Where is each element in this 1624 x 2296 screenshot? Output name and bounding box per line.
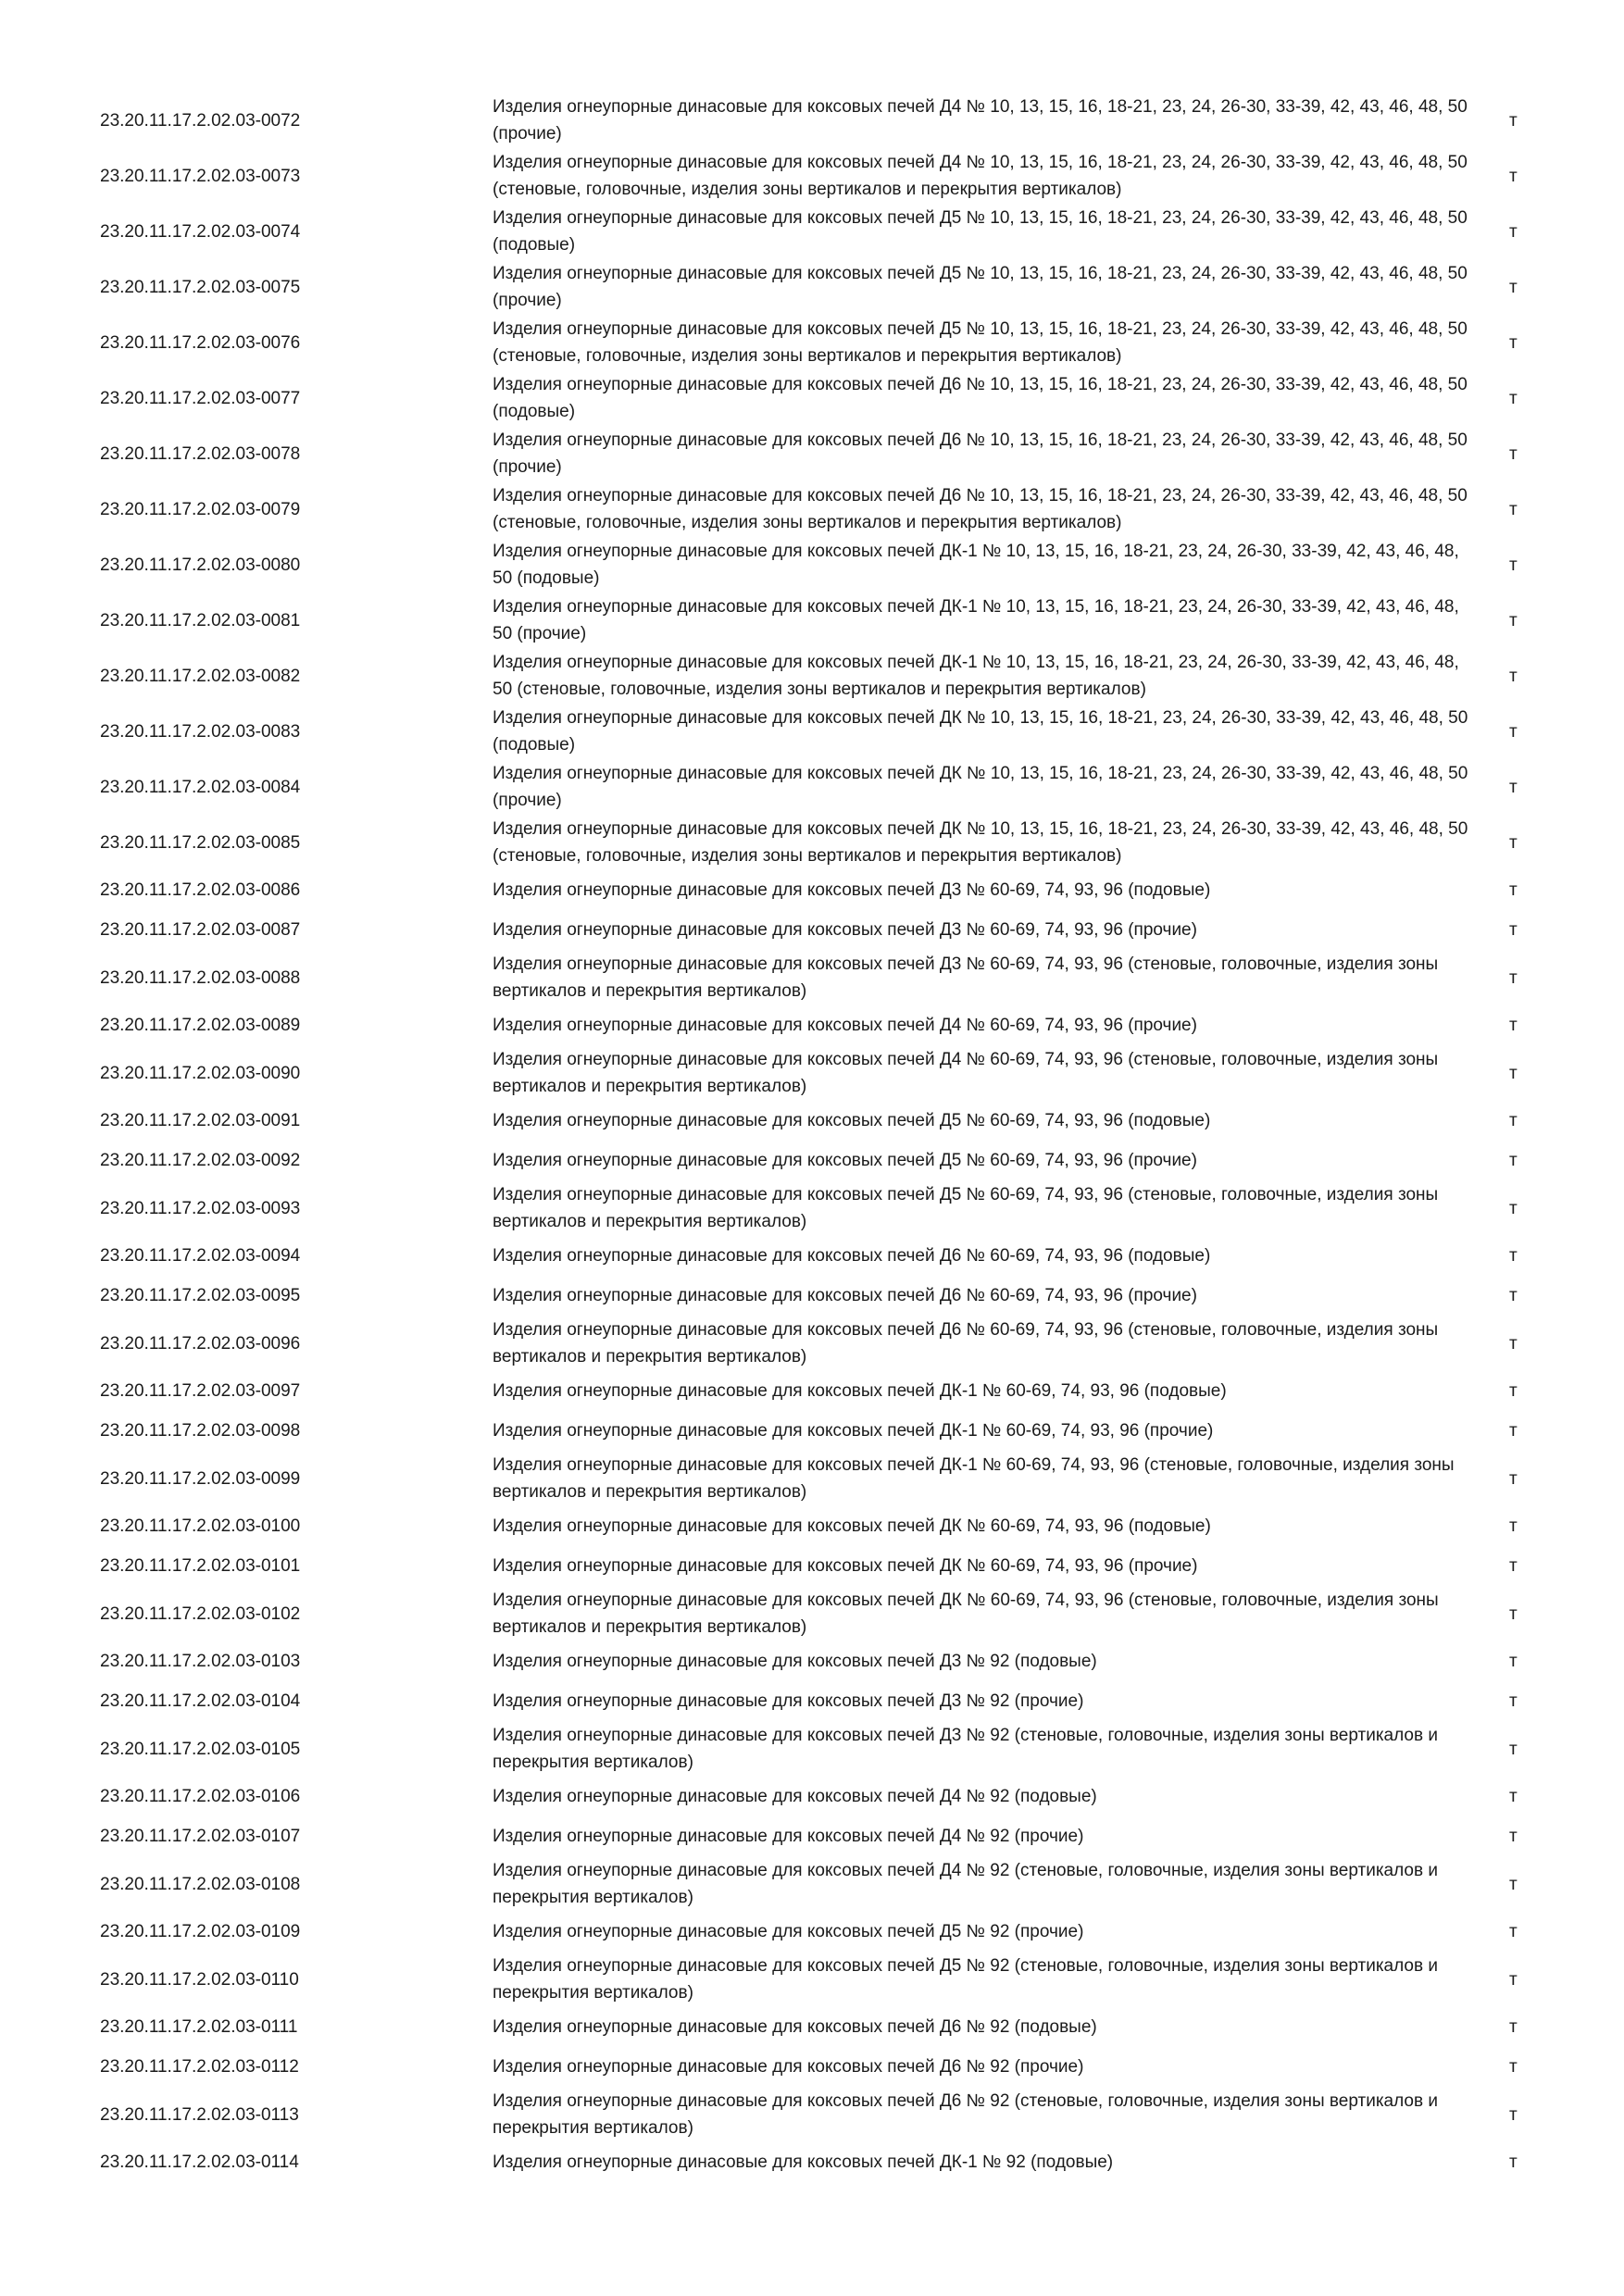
table-row [93,481,1574,537]
unit-of-measure: т [1509,166,1518,186]
unit-of-measure: т [1509,1827,1518,1846]
resource-name: Изделия огнеупорные динасовые для коксовых печей Д5 № 10, 13, 15, 16, 18-21, 23, 24, 26-30, 33-39, 42, 43, 46, 48, 50 (стеновые, головочные, изделия зоны вертикалов и перекрытия вертикалов) [493,319,1468,366]
resource-code: 23.20.11.17.2.02.03-0083 [100,721,301,742]
table-row [93,2087,1574,2142]
resource-name: Изделия огнеупорные динасовые для коксовых печей ДК-1 № 10, 13, 15, 16, 18-21, 23, 24, 26-30, 33-39, 42, 43, 46, 48, 50 (прочие) [493,597,1459,643]
table-row [93,1681,1574,1721]
unit-of-measure: т [1509,1111,1518,1130]
table-row [93,259,1574,315]
resource-name: Изделия огнеупорные динасовые для коксовых печей ДК-1 № 10, 13, 15, 16, 18-21, 23, 24, 26-30, 33-39, 42, 43, 46, 48, 50 (стеновые, головочные, изделия зоны вертикалов и перекрытия вертикалов) [493,653,1459,699]
resource-name: Изделия огнеупорные динасовые для коксовых печей Д6 № 92 (прочие) [493,2057,1084,2077]
table-row [93,1276,1574,1316]
resource-code: 23.20.11.17.2.02.03-0085 [100,832,301,853]
table-row [93,1816,1574,1856]
unit-of-measure: т [1509,1516,1518,1536]
unit-of-measure: т [1509,721,1518,742]
unit-of-measure: т [1509,1922,1518,1941]
resource-code: 23.20.11.17.2.02.03-0080 [100,555,301,575]
resource-name: Изделия огнеупорные динасовые для коксовых печей Д4 № 60-69, 74, 93, 96 (стеновые, головочные, изделия зоны вертикалов и перекрытия вертикалов) [493,1050,1439,1096]
resource-code: 23.20.11.17.2.02.03-0081 [100,610,301,630]
table-row [93,648,1574,704]
resource-code: 23.20.11.17.2.02.03-0087 [100,920,301,940]
unit-of-measure: т [1509,666,1518,686]
resource-name: Изделия огнеупорные динасовые для коксовых печей Д5 № 60-69, 74, 93, 96 (прочие) [493,1151,1197,1170]
resource-name: Изделия огнеупорные динасовые для коксовых печей Д6 № 60-69, 74, 93, 96 (прочие) [493,1286,1197,1305]
resource-name: Изделия огнеупорные динасовые для коксовых печей Д5 № 92 (прочие) [493,1922,1084,1941]
unit-of-measure: т [1509,920,1518,940]
resource-name: Изделия огнеупорные динасовые для коксовых печей Д5 № 60-69, 74, 93, 96 (стеновые, головочные, изделия зоны вертикалов и перекрытия вертикалов) [493,1185,1439,1231]
resource-name: Изделия огнеупорные динасовые для коксовых печей ДК-1 № 60-69, 74, 93, 96 (подовые) [493,1381,1227,1401]
resource-code: 23.20.11.17.2.02.03-0077 [100,388,301,408]
unit-of-measure: т [1509,967,1518,988]
resource-name: Изделия огнеупорные динасовые для коксовых печей ДК № 10, 13, 15, 16, 18-21, 23, 24, 26-30, 33-39, 42, 43, 46, 48, 50 (подовые) [493,708,1468,755]
resource-name: Изделия огнеупорные динасовые для коксовых печей Д3 № 60-69, 74, 93, 96 (подовые) [493,880,1211,900]
unit-of-measure: т [1509,221,1518,242]
unit-of-measure: т [1509,1468,1518,1489]
unit-of-measure: т [1509,443,1518,464]
resource-code: 23.20.11.17.2.02.03-0101 [100,1556,301,1576]
unit-of-measure: т [1509,832,1518,853]
table-row [93,704,1574,759]
resource-code: 23.20.11.17.2.02.03-0103 [100,1652,301,1671]
resource-code: 23.20.11.17.2.02.03-0092 [100,1151,301,1170]
table-row [93,1045,1574,1101]
resource-name: Изделия огнеупорные динасовые для коксовых печей ДК № 10, 13, 15, 16, 18-21, 23, 24, 26-30, 33-39, 42, 43, 46, 48, 50 (прочие) [493,764,1468,810]
table-row [93,593,1574,648]
resource-name: Изделия огнеупорные динасовые для коксовых печей ДК-1 № 60-69, 74, 93, 96 (стеновые, головочные, изделия зоны вертикалов и перекрытия вертикалов) [493,1455,1455,1502]
resource-name: Изделия огнеупорные динасовые для коксовых печей ДК № 60-69, 74, 93, 96 (стеновые, головочные, изделия зоны вертикалов и перекрытия вертикалов) [493,1591,1439,1637]
resource-code: 23.20.11.17.2.02.03-0076 [100,332,301,353]
unit-of-measure: т [1509,1381,1518,1401]
resource-name: Изделия огнеупорные динасовые для коксовых печей Д6 № 60-69, 74, 93, 96 (подовые) [493,1246,1211,1266]
table-row [93,950,1574,1005]
resource-name: Изделия огнеупорные динасовые для коксовых печей Д3 № 60-69, 74, 93, 96 (стеновые, головочные, изделия зоны вертикалов и перекрытия вертикалов) [493,955,1439,1001]
resource-code: 23.20.11.17.2.02.03-0095 [100,1286,301,1305]
resource-code: 23.20.11.17.2.02.03-0114 [100,2152,299,2172]
resource-code: 23.20.11.17.2.02.03-0073 [100,166,301,186]
table-body [93,93,1574,2182]
table-row [93,2047,1574,2087]
table-row [93,910,1574,950]
resource-name: Изделия огнеупорные динасовые для коксовых печей ДК № 60-69, 74, 93, 96 (прочие) [493,1556,1198,1576]
unit-of-measure: т [1509,1691,1518,1711]
table-row [93,1777,1574,1816]
resource-name: Изделия огнеупорные динасовые для коксовых печей Д3 № 60-69, 74, 93, 96 (прочие) [493,920,1197,940]
resource-code: 23.20.11.17.2.02.03-0072 [100,110,301,131]
unit-of-measure: т [1509,1556,1518,1576]
unit-of-measure: т [1509,1286,1518,1305]
resource-name: Изделия огнеупорные динасовые для коксовых печей Д6 № 10, 13, 15, 16, 18-21, 23, 24, 26-30, 33-39, 42, 43, 46, 48, 50 (стеновые, головочные, изделия зоны вертикалов и перекрытия вертикалов) [493,486,1468,532]
resource-code: 23.20.11.17.2.02.03-0112 [100,2057,299,2077]
resource-name: Изделия огнеупорные динасовые для коксовых печей ДК-1 № 92 (подовые) [493,2152,1114,2172]
table-row [93,815,1574,870]
unit-of-measure: т [1509,1787,1518,1806]
resource-name: Изделия огнеупорные динасовые для коксовых печей Д3 № 92 (стеновые, головочные, изделия зоны вертикалов и перекрытия вертикалов) [493,1726,1438,1772]
table-row [93,148,1574,204]
unit-of-measure: т [1509,1652,1518,1671]
resource-code: 23.20.11.17.2.02.03-0089 [100,1016,301,1035]
table-row [93,1371,1574,1411]
unit-of-measure: т [1509,2057,1518,2077]
unit-of-measure: т [1509,388,1518,408]
resource-name: Изделия огнеупорные динасовые для коксовых печей Д5 № 10, 13, 15, 16, 18-21, 23, 24, 26-30, 33-39, 42, 43, 46, 48, 50 (прочие) [493,264,1468,310]
resource-name: Изделия огнеупорные динасовые для коксовых печей ДК № 60-69, 74, 93, 96 (подовые) [493,1516,1211,1536]
resource-code: 23.20.11.17.2.02.03-0090 [100,1063,301,1083]
table-row [93,1101,1574,1141]
unit-of-measure: т [1509,332,1518,353]
resource-code: 23.20.11.17.2.02.03-0086 [100,880,301,900]
resource-name: Изделия огнеупорные динасовые для коксовых печей ДК-1 № 60-69, 74, 93, 96 (прочие) [493,1421,1214,1441]
table-row [93,1952,1574,2007]
resource-name: Изделия огнеупорные динасовые для коксовых печей Д4 № 92 (подовые) [493,1787,1097,1806]
unit-of-measure: т [1509,777,1518,797]
resource-name: Изделия огнеупорные динасовые для коксовых печей Д4 № 60-69, 74, 93, 96 (прочие) [493,1016,1197,1035]
resource-name: Изделия огнеупорные динасовые для коксовых печей Д4 № 92 (прочие) [493,1827,1084,1846]
table-row [93,204,1574,259]
unit-of-measure: т [1509,277,1518,297]
table-row [93,1411,1574,1451]
resource-code: 23.20.11.17.2.02.03-0109 [100,1922,301,1941]
resource-code: 23.20.11.17.2.02.03-0094 [100,1246,301,1266]
table-row [93,1451,1574,1506]
table-row [93,537,1574,593]
resource-code: 23.20.11.17.2.02.03-0096 [100,1333,301,1354]
resource-code: 23.20.11.17.2.02.03-0097 [100,1381,301,1401]
resource-name: Изделия огнеупорные динасовые для коксовых печей Д5 № 10, 13, 15, 16, 18-21, 23, 24, 26-30, 33-39, 42, 43, 46, 48, 50 (подовые) [493,208,1468,255]
resource-code: 23.20.11.17.2.02.03-0105 [100,1739,301,1759]
unit-of-measure: т [1509,1739,1518,1759]
unit-of-measure: т [1509,1151,1518,1170]
resource-name: Изделия огнеупорные динасовые для коксовых печей Д6 № 60-69, 74, 93, 96 (стеновые, головочные, изделия зоны вертикалов и перекрытия вертикалов) [493,1320,1439,1366]
unit-of-measure: т [1509,1874,1518,1894]
resource-name: Изделия огнеупорные динасовые для коксовых печей Д4 № 10, 13, 15, 16, 18-21, 23, 24, 26-30, 33-39, 42, 43, 46, 48, 50 (прочие) [493,97,1468,144]
resource-code-table [93,93,1574,2182]
unit-of-measure: т [1509,880,1518,900]
unit-of-measure: т [1509,1198,1518,1218]
resource-code: 23.20.11.17.2.02.03-0100 [100,1516,301,1536]
table-row [93,1180,1574,1236]
unit-of-measure: т [1509,610,1518,630]
table-row [93,1546,1574,1586]
unit-of-measure: т [1509,1603,1518,1624]
table-row [93,2007,1574,2047]
resource-code: 23.20.11.17.2.02.03-0099 [100,1468,301,1489]
resource-name: Изделия огнеупорные динасовые для коксовых печей Д6 № 92 (подовые) [493,2017,1097,2037]
table-row [93,759,1574,815]
unit-of-measure: т [1509,555,1518,575]
resource-code: 23.20.11.17.2.02.03-0107 [100,1827,301,1846]
resource-name: Изделия огнеупорные динасовые для коксовых печей Д4 № 10, 13, 15, 16, 18-21, 23, 24, 26-30, 33-39, 42, 43, 46, 48, 50 (стеновые, головочные, изделия зоны вертикалов и перекрытия вертикалов) [493,153,1468,199]
unit-of-measure: т [1509,499,1518,519]
unit-of-measure: т [1509,1421,1518,1441]
unit-of-measure: т [1509,1969,1518,1990]
resource-name: Изделия огнеупорные динасовые для коксовых печей Д3 № 92 (прочие) [493,1691,1084,1711]
resource-code: 23.20.11.17.2.02.03-0111 [100,2017,298,2037]
table-row [93,1641,1574,1681]
resource-code: 23.20.11.17.2.02.03-0104 [100,1691,301,1711]
table-row [93,315,1574,370]
table-row [93,1141,1574,1180]
resource-code: 23.20.11.17.2.02.03-0074 [100,221,301,242]
table-row [93,426,1574,481]
resource-code: 23.20.11.17.2.02.03-0113 [100,2104,299,2125]
resource-code: 23.20.11.17.2.02.03-0102 [100,1603,301,1624]
table-row [93,1721,1574,1777]
resource-name: Изделия огнеупорные динасовые для коксовых печей ДК-1 № 10, 13, 15, 16, 18-21, 23, 24, 26-30, 33-39, 42, 43, 46, 48, 50 (подовые) [493,542,1459,588]
table-row [93,1586,1574,1641]
table-row [93,93,1574,148]
resource-name: Изделия огнеупорные динасовые для коксовых печей Д6 № 10, 13, 15, 16, 18-21, 23, 24, 26-30, 33-39, 42, 43, 46, 48, 50 (подовые) [493,375,1468,421]
resource-code: 23.20.11.17.2.02.03-0082 [100,666,301,686]
table-row [93,370,1574,426]
table-row [93,2142,1574,2182]
resource-code: 23.20.11.17.2.02.03-0108 [100,1874,301,1894]
resource-code: 23.20.11.17.2.02.03-0091 [100,1111,301,1130]
resource-code: 23.20.11.17.2.02.03-0110 [100,1969,299,1990]
unit-of-measure: т [1509,1246,1518,1266]
unit-of-measure: т [1509,2017,1518,2037]
unit-of-measure: т [1509,110,1518,131]
table-row [93,1506,1574,1546]
resource-name: Изделия огнеупорные динасовые для коксовых печей Д6 № 10, 13, 15, 16, 18-21, 23, 24, 26-30, 33-39, 42, 43, 46, 48, 50 (прочие) [493,430,1468,477]
unit-of-measure: т [1509,1016,1518,1035]
resource-code: 23.20.11.17.2.02.03-0088 [100,967,301,988]
resource-name: Изделия огнеупорные динасовые для коксовых печей Д3 № 92 (подовые) [493,1652,1097,1671]
table-row [93,1912,1574,1952]
resource-code: 23.20.11.17.2.02.03-0098 [100,1421,301,1441]
unit-of-measure: т [1509,1333,1518,1354]
table-row [93,1236,1574,1276]
resource-name: Изделия огнеупорные динасовые для коксовых печей Д4 № 92 (стеновые, головочные, изделия зоны вертикалов и перекрытия вертикалов) [493,1861,1438,1907]
resource-code: 23.20.11.17.2.02.03-0106 [100,1787,301,1806]
resource-name: Изделия огнеупорные динасовые для коксовых печей ДК № 10, 13, 15, 16, 18-21, 23, 24, 26-30, 33-39, 42, 43, 46, 48, 50 (стеновые, головочные, изделия зоны вертикалов и перекрытия вертикалов) [493,819,1468,866]
unit-of-measure: т [1509,2104,1518,2125]
table-row [93,1005,1574,1045]
resource-name: Изделия огнеупорные динасовые для коксовых печей Д5 № 60-69, 74, 93, 96 (подовые) [493,1111,1211,1130]
resource-name: Изделия огнеупорные динасовые для коксовых печей Д6 № 92 (стеновые, головочные, изделия зоны вертикалов и перекрытия вертикалов) [493,2091,1438,2138]
table-row [93,1316,1574,1371]
table-row [93,1856,1574,1912]
resource-code: 23.20.11.17.2.02.03-0075 [100,277,301,297]
unit-of-measure: т [1509,1063,1518,1083]
table-row [93,870,1574,910]
resource-code: 23.20.11.17.2.02.03-0084 [100,777,301,797]
resource-code: 23.20.11.17.2.02.03-0078 [100,443,301,464]
resource-code: 23.20.11.17.2.02.03-0079 [100,499,301,519]
unit-of-measure: т [1509,2152,1518,2172]
resource-name: Изделия огнеупорные динасовые для коксовых печей Д5 № 92 (стеновые, головочные, изделия зоны вертикалов и перекрытия вертикалов) [493,1956,1438,2003]
resource-code: 23.20.11.17.2.02.03-0093 [100,1198,301,1218]
